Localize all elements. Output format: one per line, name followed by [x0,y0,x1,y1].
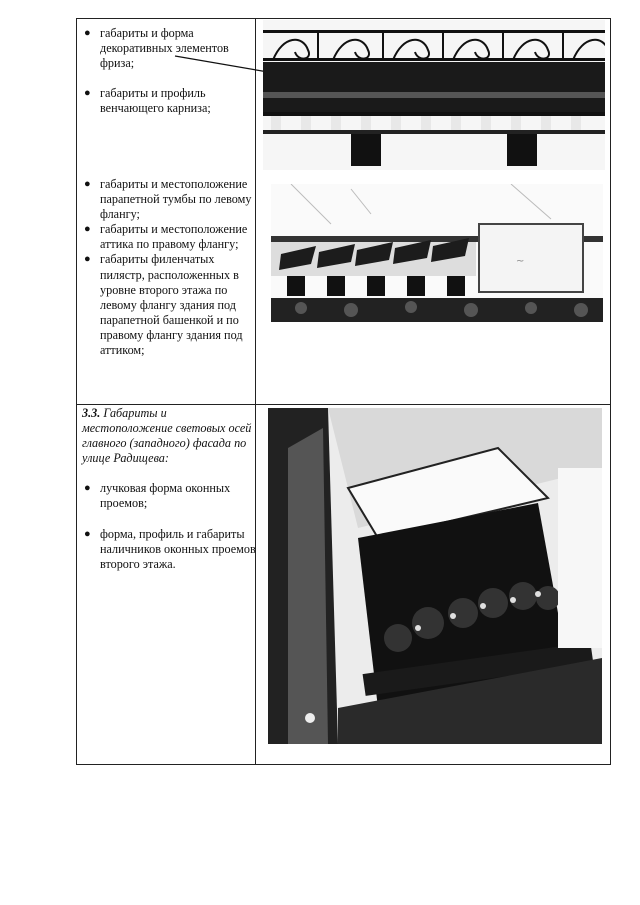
row2-text [82,177,257,358]
list-item: ● габариты и форма декоративных элементов фриза; [84,26,229,71]
bullet-icon: ● [84,482,91,495]
facade-frieze-photo [263,20,605,170]
section-number: 3.3. [82,406,101,420]
section-heading [82,406,257,466]
bullet-icon: ● [84,178,91,190]
list-item: ● форма, профиль и габариты наличников оконных проемов второго этажа. [84,526,256,571]
list-item: ● габариты и местоположение аттика по правому флангу; [84,222,248,252]
bullet-icon: ● [84,27,91,39]
column-divider [255,18,256,765]
bullet-icon: ● [84,253,91,266]
facade-attic-photo [271,184,603,322]
bullet-icon: ● [84,527,91,540]
list-item: ● габариты и профиль венчающего карниза; [84,86,211,116]
svg-text:~: ~ [516,256,525,267]
table-right-border [610,18,611,765]
bullet-icon: ● [84,87,91,100]
row1-text [82,26,257,116]
list-item: ● габариты филенчатых пилястр, расположенных в уровне второго этажа по левому флангу здания под парапетной башенкой и по правому флангу здания под аттиком; [84,252,243,358]
row-divider-1 [76,404,611,405]
list-item: ● габариты и местоположение парапетной тумбы по левому флангу; [84,177,252,222]
table-bottom-border [76,764,611,765]
row3-text [82,406,257,572]
facade-window-photo [268,408,602,744]
section-title: Габариты и местоположение световых осей главного (западного) фасада по улице Радищева: [82,406,252,466]
bullet-icon: ● [84,223,91,236]
table-top-border [76,18,611,19]
table-left-border [76,18,77,765]
list-item: ● лучковая форма оконных проемов; [84,481,231,511]
